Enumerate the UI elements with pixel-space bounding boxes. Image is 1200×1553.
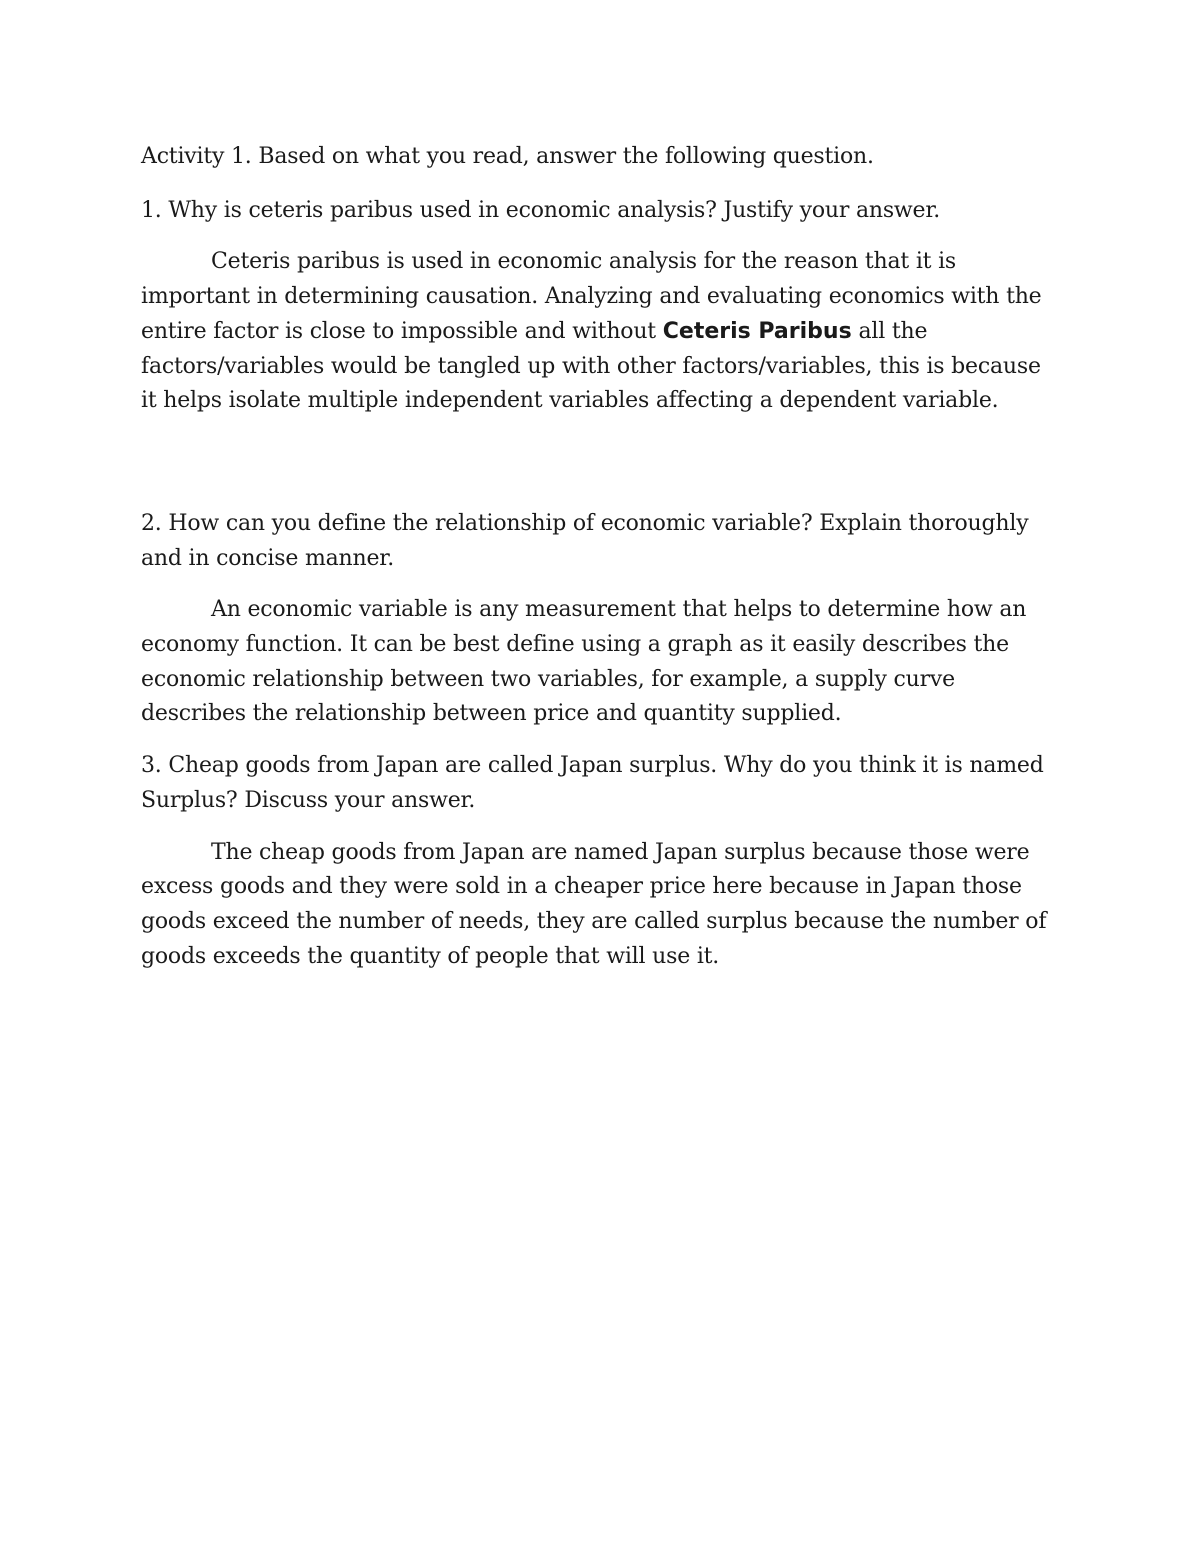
answer-2: An economic variable is any measurement that helps to determine how an economy function. It can be best define using a graph as it easily describes the economic relationship between two variables, for example, a supply curve describes the relationship between price and quantity supplied. — [141, 597, 1027, 727]
answer-1-text-start: Ceteris paribus is used in economic analysis for the reason that it is important in determining causation. Analyzing and evaluating economics with the entire factor is close to impossible and without — [141, 249, 1042, 344]
answer-1-bold-term: Ceteris Paribus — [662, 318, 852, 344]
question-3: 3. Cheap goods from Japan are called Japan surplus. Why do you think it is named Surplus? Discuss your answer. — [141, 753, 1044, 813]
question-1: 1. Why is ceteris paribus used in economic analysis? Justify your answer. — [141, 197, 941, 223]
activity-heading: Activity 1. Based on what you read, answer the following question. — [141, 144, 874, 169]
document-body — [141, 140, 1061, 991]
answer-1 — [141, 245, 1061, 419]
answer-1-text-end: all the factors/variables would be tangled up with other factors/variables, this is because it helps isolate multiple independent variables affecting a dependent variable. — [141, 318, 1041, 414]
answer-3: The cheap goods from Japan are named Japan surplus because those were excess goods and they were sold in a cheaper price here because in Japan those goods exceed the number of needs, they are called surplus because the number of goods exceeds the quantity of people that will use it. — [141, 839, 1047, 969]
question-2: 2. How can you define the relationship of economic variable? Explain thoroughly and in concise manner. — [141, 510, 1029, 571]
